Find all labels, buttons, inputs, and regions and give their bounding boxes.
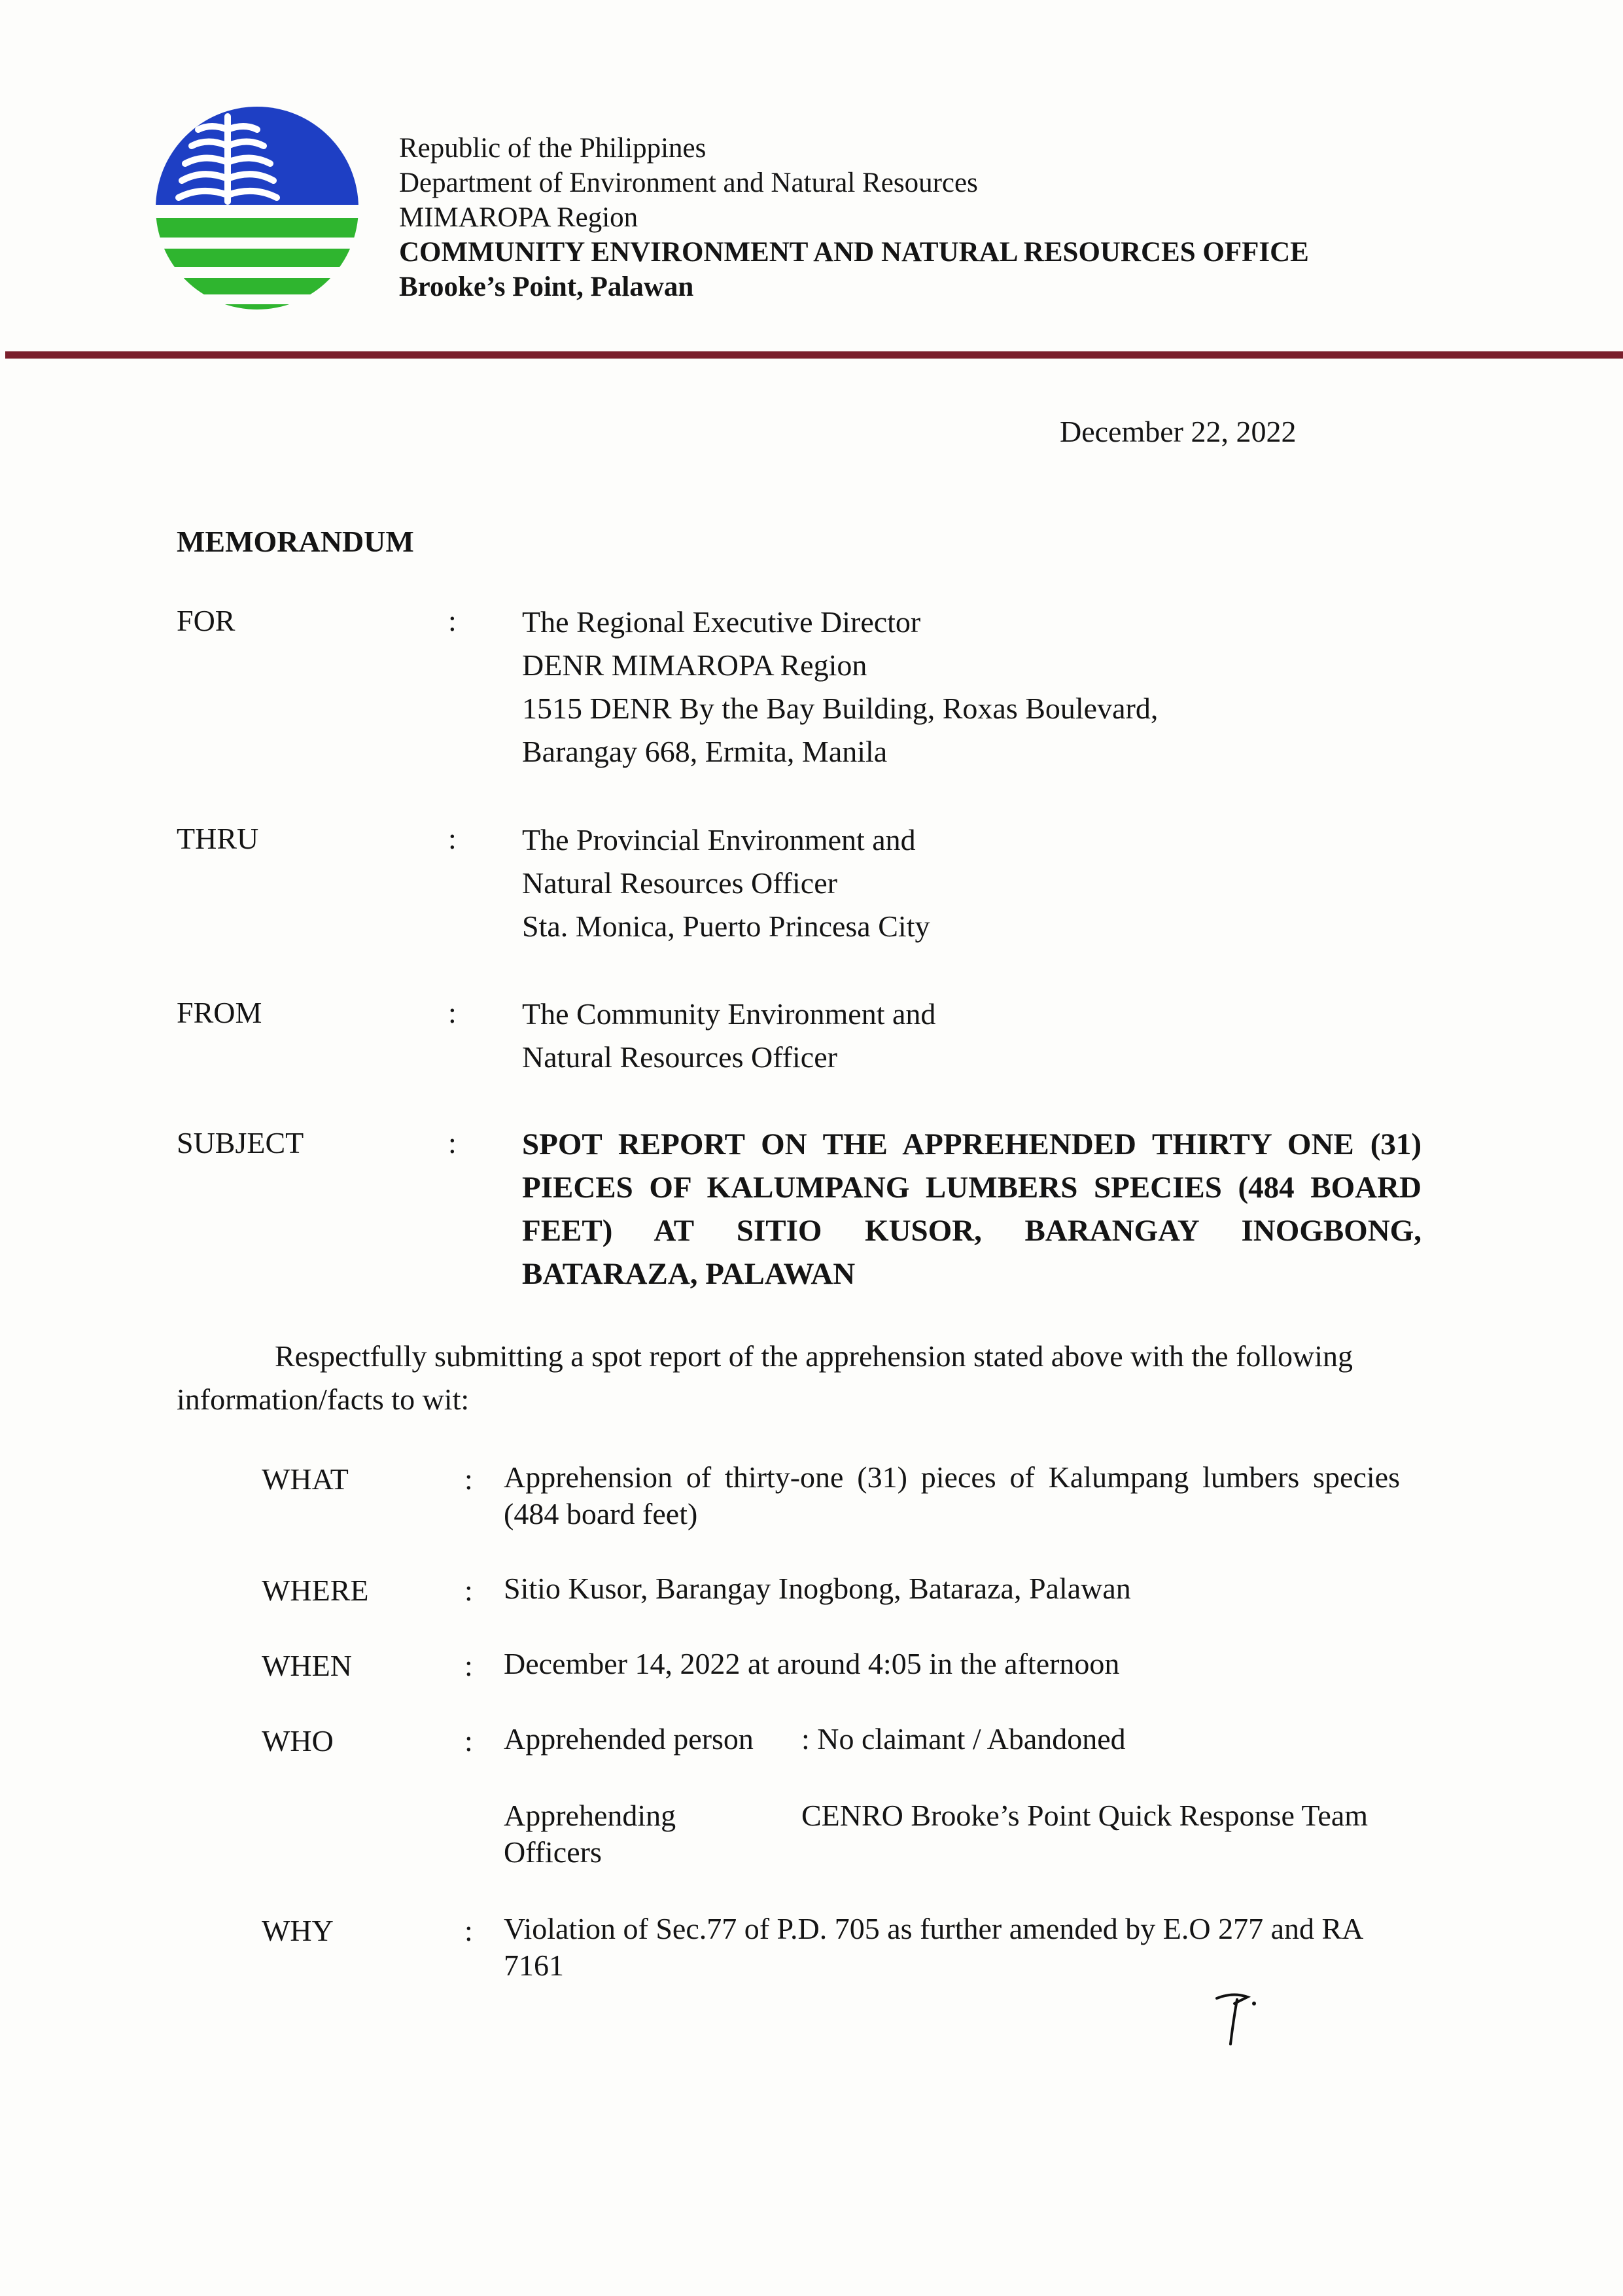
from-colon: : [448, 996, 457, 1029]
for-label: FOR [177, 604, 236, 637]
where-colon: : [464, 1574, 473, 1607]
apprehended-person-label: Apprehended person [504, 1722, 754, 1756]
thru-label: THRU [177, 822, 259, 855]
for-line-3: 1515 DENR By the Bay Building, Roxas Boulevard, [522, 692, 1159, 725]
what-colon: : [464, 1462, 473, 1496]
thru-line-3: Sta. Monica, Puerto Princesa City [522, 910, 930, 943]
header-location: Brooke’s Point, Palawan [399, 272, 694, 302]
from-line-1: The Community Environment and [522, 997, 936, 1031]
what-value: Apprehension of thirty-one (31) pieces of Kalumpang lumbers species (484 board feet) [504, 1460, 1400, 1530]
who-colon: : [464, 1724, 473, 1757]
for-recipient [522, 601, 1158, 773]
thru-line-1: The Provincial Environment and [522, 823, 916, 857]
header-office: COMMUNITY ENVIRONMENT AND NATURAL RESOURCES OFFICE [399, 237, 1309, 268]
memo-title: MEMORANDUM [177, 525, 414, 558]
where-value: Sitio Kusor, Barangay Inogbong, Bataraza, Palawan [504, 1572, 1131, 1605]
header-divider [5, 351, 1623, 359]
when-colon: : [464, 1649, 473, 1682]
thru-recipient [522, 819, 930, 948]
for-line-4: Barangay 668, Ermita, Manila [522, 735, 888, 768]
header-line-3: MIMAROPA Region [399, 202, 638, 233]
intro-paragraph: Respectfully submitting a spot report of the apprehension stated above with the following information/facts to wit: [177, 1339, 1353, 1416]
subject-label: SUBJECT [177, 1126, 304, 1159]
apprehending-officers-value: CENRO Brooke’s Point Quick Response Team [801, 1799, 1369, 1832]
from-label: FROM [177, 996, 262, 1029]
thru-colon: : [448, 822, 457, 855]
header-line-2: Department of Environment and Natural Resources [399, 168, 978, 198]
memo-date: December 22, 2022 [1060, 415, 1297, 448]
subject-colon: : [448, 1126, 457, 1159]
who-label: WHO [262, 1724, 334, 1757]
apprehending-officers-label: Apprehending Officers [504, 1799, 676, 1869]
when-value: December 14, 2022 at around 4:05 in the afternoon [504, 1647, 1120, 1680]
apprehended-person-value: : No claimant / Abandoned [801, 1722, 1126, 1756]
where-label: WHERE [262, 1574, 369, 1607]
why-value: Violation of Sec.77 of P.D. 705 as further amended by E.O 277 and RA 7161 [504, 1912, 1362, 1982]
agency-header [399, 131, 1309, 304]
what-label: WHAT [262, 1462, 349, 1496]
header-line-1: Republic of the Philippines [399, 133, 707, 164]
from-sender [522, 993, 935, 1079]
handwritten-initial [1213, 1989, 1259, 2048]
when-label: WHEN [262, 1649, 352, 1682]
for-line-1: The Regional Executive Director [522, 605, 921, 639]
thru-line-2: Natural Resources Officer [522, 866, 837, 900]
from-line-2: Natural Resources Officer [522, 1040, 837, 1074]
for-colon: : [448, 604, 457, 637]
why-label: WHY [262, 1914, 334, 1947]
for-line-2: DENR MIMAROPA Region [522, 648, 867, 682]
subject-text: SPOT REPORT ON THE APPREHENDED THIRTY ONE (31) PIECES OF KALUMPANG LUMBERS SPECIES (484 BOARD FEET) AT SITIO KUSOR, BARANGAY INOGBONG, BATARAZA, PALAWAN [522, 1127, 1422, 1291]
why-colon: : [464, 1914, 473, 1947]
denr-logo [156, 103, 358, 319]
